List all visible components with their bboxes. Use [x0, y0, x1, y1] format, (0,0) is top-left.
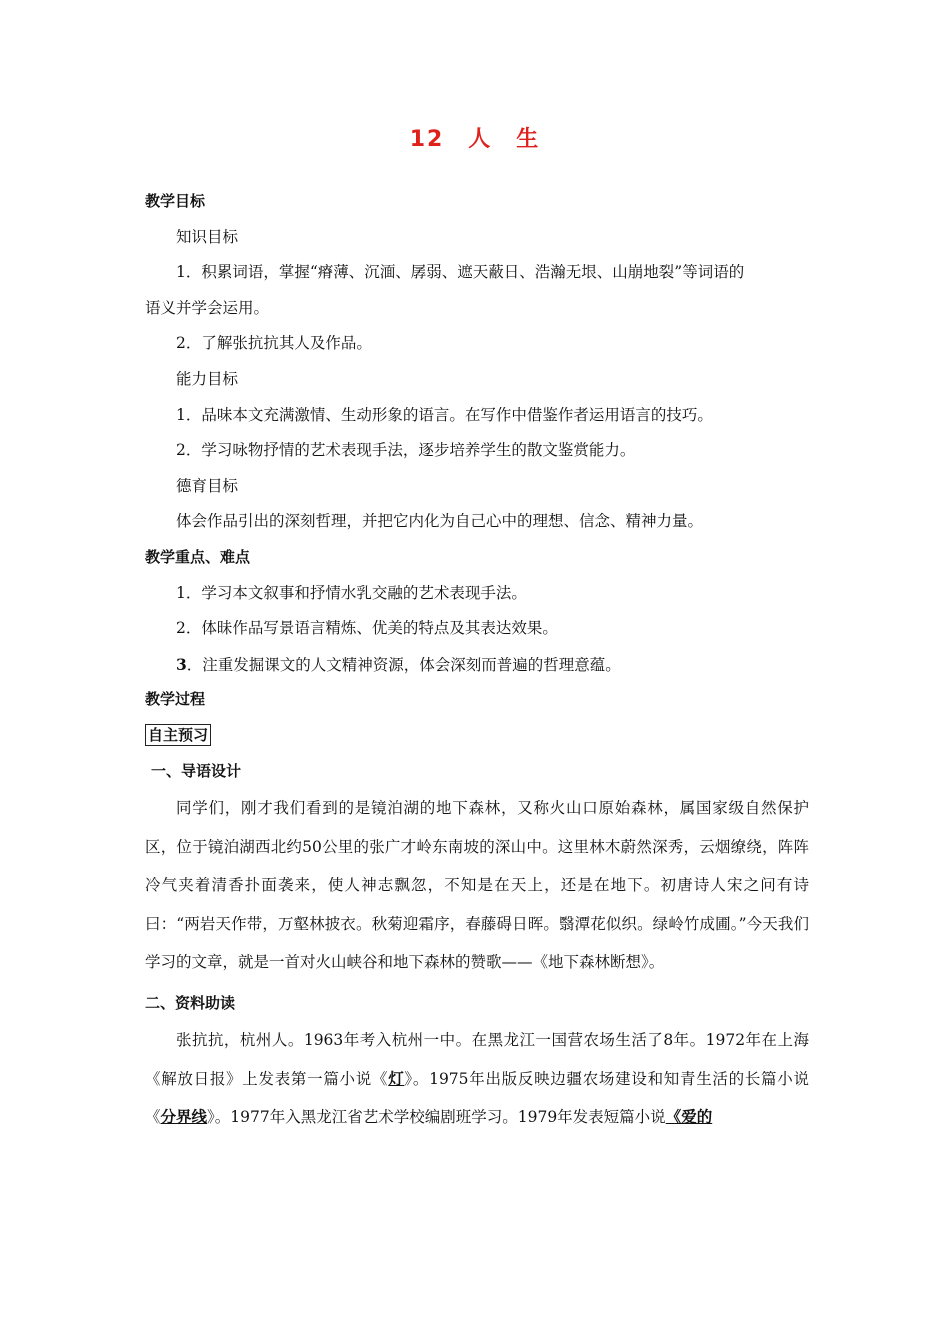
work-title-lamp: 灯	[388, 1068, 405, 1088]
intro-paragraph: 同学们，刚才我们看到的是镜泊湖的地下森林，又称火山口原始森林，属国家级自然保护区，位于镜泊湖西北约50公里的张广才岭东南坡的深山中。这里林木蔚然深秀，云烟缭绕，阵阵冷气夹着清香扑面袭来，使人神志飘忽，不知是在天上，还是在地下。初唐诗人宋之问有诗曰：“两岩天作带，万壑林披衣。秋菊迎霜序，春藤碍日晖。翳潭花似织。绿岭竹成圃。”今天我们学习的文章，就是一首对火山峡谷和地下森林的赞歌——《地下森林断想》。	[145, 799, 809, 972]
material-text-1: 张抗抗，杭州人。1963年考入杭州一中。在黑龙江一国营农场生活了8年。1972年在上海《解放日报》上发表第一篇小说《	[145, 1031, 809, 1088]
section-heading-goals: 教学目标	[145, 192, 206, 210]
document-body	[145, 184, 809, 1137]
keypoint-item-3	[145, 647, 809, 683]
material-heading: 二、资料助读	[145, 993, 236, 1012]
subheading-moral: 德育目标	[176, 476, 239, 495]
knowledge-item-1-cont: 语义并学会运用。	[145, 298, 270, 317]
subheading-knowledge: 知识目标	[176, 227, 239, 246]
ability-item-1: 1．品味本文充满激情、生动形象的语言。在写作中借鉴作者运用语言的技巧。	[176, 405, 713, 424]
material-text-2: 》。1975年出版反映边疆农场建设和知青生活的长篇小说《	[145, 1069, 809, 1127]
ability-item-2: 2．学习咏物抒情的艺术表现手法，逐步培养学生的散文鉴赏能力。	[176, 441, 636, 460]
material-text-3: 》。1977年入黑龙江省艺术学校编剧班学习。1979年发表短篇小说	[207, 1108, 666, 1127]
keypoint-item-3-text: ．注重发掘课文的人文精神资源，体会深刻而普遍的哲理意蕴。	[186, 655, 621, 674]
knowledge-item-1: 1．积累词语，掌握“瘠薄、沉湎、孱弱、遮天蔽日、浩瀚无垠、山崩地裂”等词语的	[176, 263, 745, 282]
knowledge-item-2: 2．了解张抗抗其人及作品。	[176, 334, 372, 353]
subheading-ability: 能力目标	[176, 369, 239, 388]
intro-heading: 一、导语设计	[151, 761, 242, 780]
section-heading-keypoints: 教学重点、难点	[145, 547, 251, 566]
preview-label-row	[145, 718, 809, 754]
keypoint-item-3-number: 3	[176, 654, 187, 674]
section-heading-process: 教学过程	[145, 690, 206, 709]
keypoint-item-1: 1．学习本文叙事和抒情水乳交融的艺术表现手法。	[176, 583, 527, 602]
material-paragraph	[145, 1021, 809, 1137]
keypoint-item-2: 2．体昧作品写景语言精炼、优美的特点及其表达效果。	[176, 619, 558, 638]
moral-text: 体会作品引出的深刻哲理，并把它内化为自己心中的理想、信念、精神力量。	[176, 512, 704, 531]
work-title-boundary: 分界线	[160, 1107, 208, 1127]
page-title: 12 人 生	[409, 127, 541, 152]
work-title-love: 《爱的	[665, 1107, 713, 1127]
preview-label-box: 自主预习	[145, 724, 211, 746]
